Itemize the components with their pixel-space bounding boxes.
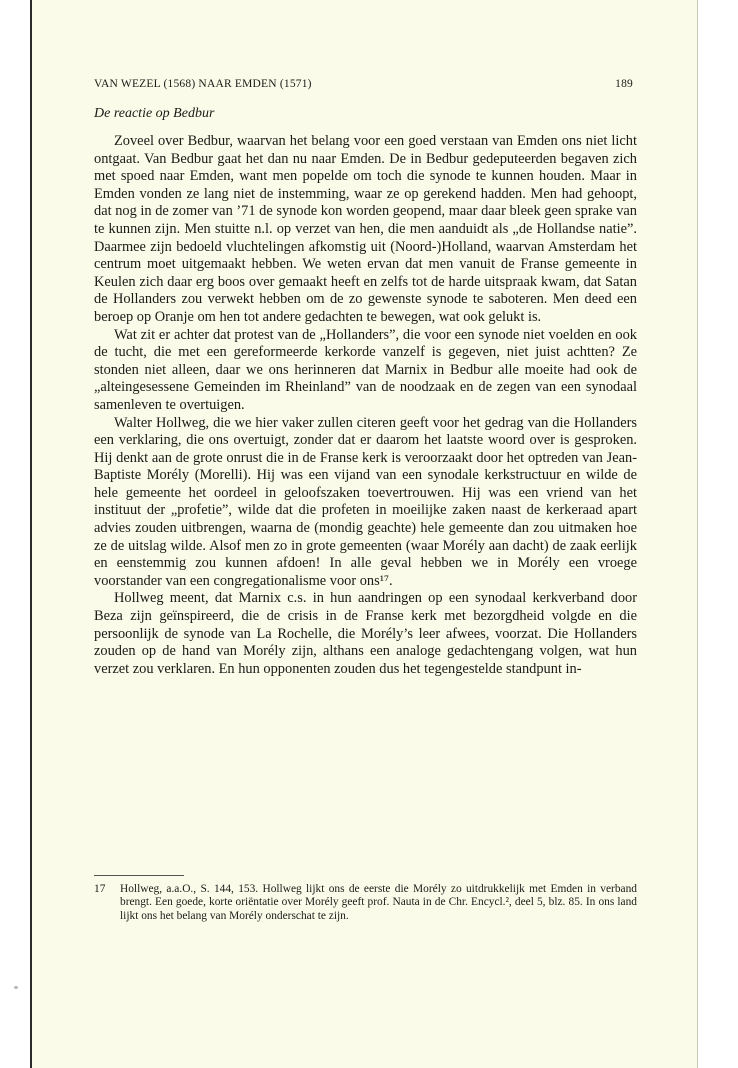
running-title: VAN WEZEL (1568) NAAR EMDEN (1571) xyxy=(94,78,312,90)
page-number: 189 xyxy=(615,78,633,90)
paragraph-4: Hollweg meent, dat Marnix c.s. in hun aandringen op een synodaal kerkverband door Beza zijn geïnspireerd, die de crisis in de Franse kerk met bezorgdheid volgde en die persoonlijk de synode van La Rochelle, die Morély’s leer afwees, voorzat. Die Hollanders zouden op de hand van Morély zijn, althans een analoge gedachtengang volgen, wat hun verzet zou verklaren. En hun opponenten zouden dus het tegengestelde standpunt in- xyxy=(94,590,637,677)
section-title: De reactie op Bedbur xyxy=(94,106,215,121)
book-page xyxy=(30,0,698,1068)
paragraph-1: Zoveel over Bedbur, waarvan het belang voor een goed verstaan van Emden ons niet licht ontgaat. Van Bedbur gaat het dan nu naar Emden. De in Bedbur gedeputeerden begaven zich met spoed naar Emden, want men popelde om toch die synode te kunnen houden. Maar in Emden vonden ze lang niet de instemming, waar ze op gerekend hadden. Men had gehoopt, dat nog in de zomer van ’71 de synode kon worden geopend, maar daar bleek geen sprake van te kunnen zijn. Men stuitte n.l. op verzet van hen, die men aanduidt als „de Hollandse natie”. Daarmee zijn bedoeld vluchtelingen afkomstig uit (Noord-)Holland, waarvan Amsterdam het centrum moet uitgemaakt hebben. We weten ervan dat men vanuit de Franse gemeente in Keulen zich daar erg boos over gemaakt heeft en zelfs tot de harde uitspraak kwam, dat Satan de Hollanders zou verwekt hebben om de zo gewenste synode te saboteren. Men deed een beroep op Oranje om hen tot andere gedachten te bewegen, wat ook gelukt is. xyxy=(94,133,637,325)
footnote-number: 17 xyxy=(94,883,106,895)
footnote-text: Hollweg, a.a.O., S. 144, 153. Hollweg lijkt ons de eerste die Morély zo uitdrukkelijk met Emden in verband brengt. Een goede, korte oriëntatie over Morély geeft prof. Nauta in de Chr. Encycl.², deel 5, blz. 85. In ons land lijkt ons het belang van Morély onderschat te zijn. xyxy=(120,883,637,922)
running-header xyxy=(94,78,633,90)
body-text xyxy=(94,133,637,678)
paragraph-3: Walter Hollweg, die we hier vaker zullen citeren geeft voor het gedrag van die Hollanders een verklaring, die ons overtuigt, zonder dat er daarom het laatste woord over is gesproken. Hij denkt aan de grote onrust die in de Franse kerk is veroorzaakt door het optreden van Jean-Baptiste Morély (Morelli). Hij was een vijand van een synodale kerkstructuur en wilde de hele gemeente het oordeel in geloofszaken toevertrouwen. Hij was een vriend van het instituut der „profetie”, wilde dat die profeten in moeilijke zaken naast de kerkeraad apart advies zouden uitbrengen, waarna de (mondig geachte) hele gemeente dan zou uitmaken hoe ze de uitslag wilde. Alsof men zo in grote gemeenten (waar Morély aan dacht) de zaak eerlijk en eenstemmig zou kunnen afdoen! In alle geval hebben we in Morély een vroege voorstander van een congregationalisme voor ons¹⁷. xyxy=(94,414,637,589)
paragraph-2: Wat zit er achter dat protest van de „Hollanders”, die voor een synode niet voelden en ook de tucht, die met een gereformeerde kerkorde vanzelf is gegeven, niet juist achtten? Ze stonden niet alleen, daar we ons herinneren dat Marnix in Bedbur alle moeite had ook de „alteingesessene Gemeinden im Rheinland” van de noodzaak en de zegen van een synodaal samenleven te overtuigen. xyxy=(94,326,637,413)
footnote xyxy=(94,883,637,923)
scan-speck xyxy=(14,986,18,989)
footnote-divider xyxy=(94,875,184,876)
